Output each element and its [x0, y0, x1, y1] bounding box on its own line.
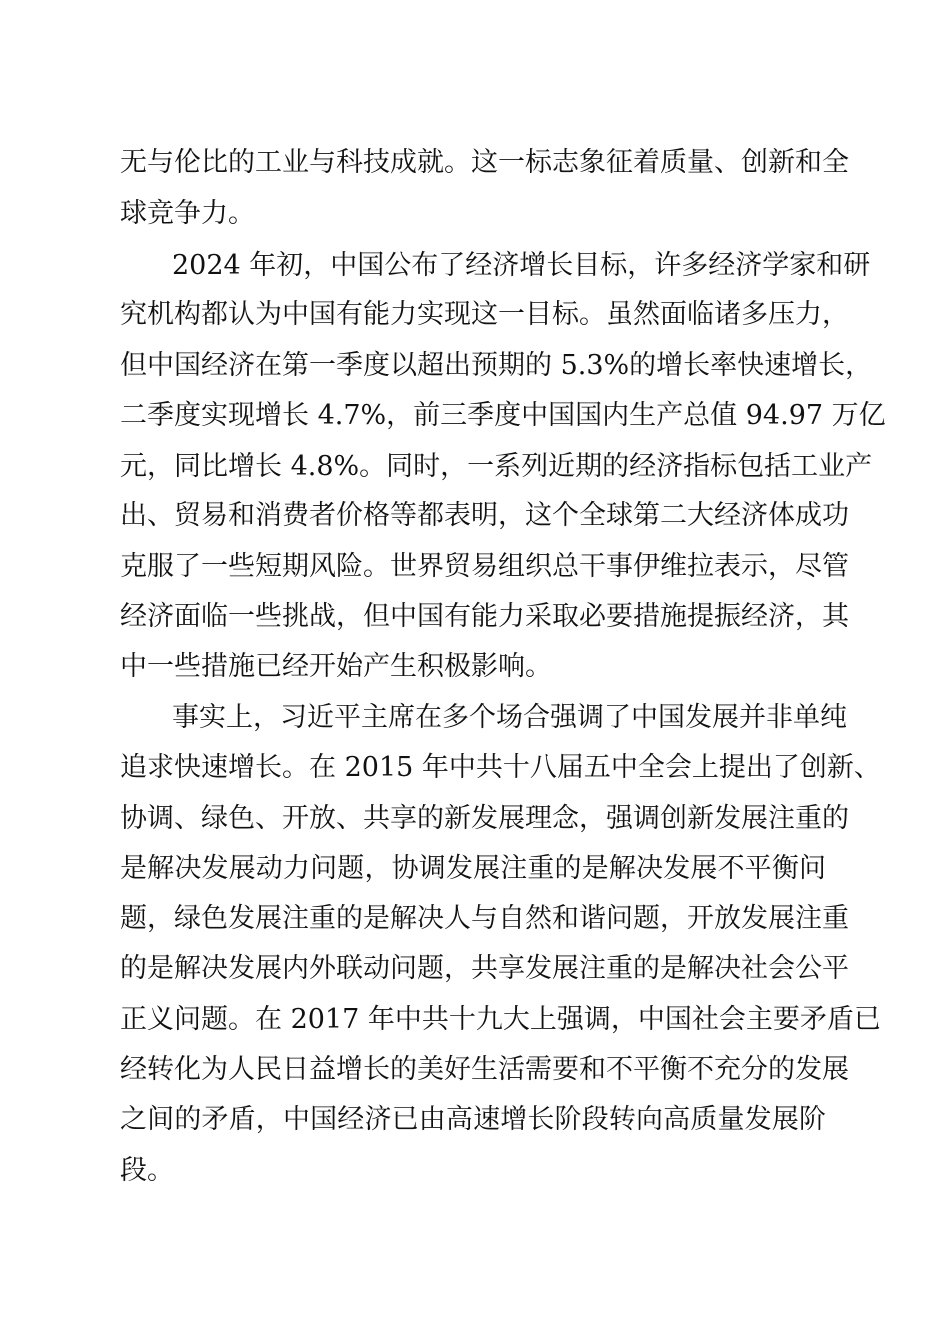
text-line-21: 段。: [120, 1155, 174, 1186]
text-line-10: 经济面临一些挑战，但中国有能力采取必要措施提振经济，其: [120, 601, 849, 632]
text-line-7: 元，同比增长 4.8%。同时，一系列近期的经济指标包括工业产: [120, 451, 873, 482]
text-line-14: 协调、绿色、开放、共享的新发展理念，强调创新发展注重的: [120, 803, 849, 834]
text-line-15: 是解决发展动力问题，协调发展注重的是解决发展不平衡问: [120, 853, 826, 884]
text-line-5: 但中国经济在第一季度以超出预期的 5.3%的增长率快速增长，: [120, 350, 873, 381]
text-line-8: 出、贸易和消费者价格等都表明，这个全球第二大经济体成功: [120, 500, 849, 531]
text-line-1: 无与伦比的工业与科技成就。这一标志象征着质量、创新和全: [120, 147, 849, 178]
text-line-13: 追求快速增长。在 2015 年中共十八届五中全会上提出了创新、: [120, 752, 881, 783]
text-line-9: 克服了一些短期风险。世界贸易组织总干事伊维拉表示，尽管: [120, 551, 849, 582]
text-line-2: 球竞争力。: [120, 198, 255, 229]
text-line-17: 的是解决发展内外联动问题，共享发展注重的是解决社会公平: [120, 953, 849, 984]
text-line-11: 中一些措施已经开始产生积极影响。: [120, 651, 552, 682]
text-line-18: 正义问题。在 2017 年中共十九大上强调，中国社会主要矛盾已: [120, 1004, 881, 1035]
text-line-4: 究机构都认为中国有能力实现这一目标。虽然面临诸多压力，: [120, 299, 849, 330]
text-line-12: 事实上，习近平主席在多个场合强调了中国发展并非单纯: [172, 702, 847, 733]
text-line-19: 经转化为人民日益增长的美好生活需要和不平衡不充分的发展: [120, 1054, 849, 1085]
text-line-3: 2024 年初，中国公布了经济增长目标，许多经济学家和研: [172, 250, 871, 281]
text-line-20: 之间的矛盾，中国经济已由高速增长阶段转向高质量发展阶: [120, 1104, 826, 1135]
text-line-6: 二季度实现增长 4.7%，前三季度中国国内生产总值 94.97 万亿: [120, 400, 886, 431]
text-line-16: 题，绿色发展注重的是解决人与自然和谐问题，开放发展注重: [120, 903, 849, 934]
